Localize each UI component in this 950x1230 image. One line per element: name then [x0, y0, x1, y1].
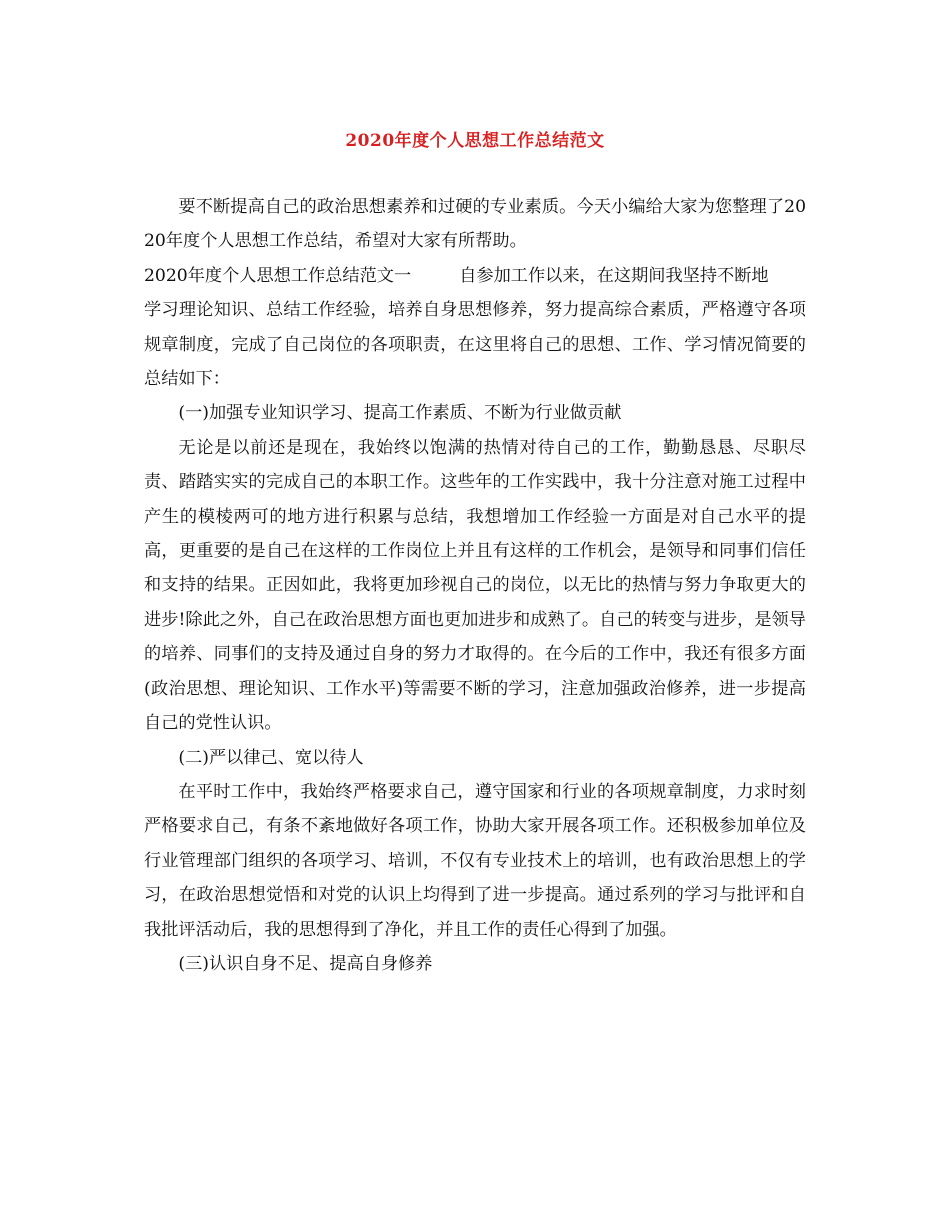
heading-1: (一)加强专业知识学习、提高工作素质、不断为行业做贡献 [178, 403, 622, 424]
section-opening-rest: 学习理论知识、总结工作经验，培养自身思想修养，努力提高综合素质，严格遵守各项规章制度，完成了自己岗位的各项职责，在这里将自己的思想、工作、学习情况简要的总结如下： [144, 300, 806, 390]
section-title-gap [411, 259, 459, 293]
paragraph-2: 在平时工作中，我始终严格要求自己，遵守国家和行业的各项规章制度，力求时刻严格要求自己，有条不紊地做好各项工作，协助大家开展各项工作。还积极参加单位及行业管理部门组织的各项学习、培训，不仅有专业技术上的培训，也有政治思想上的学习，在政治思想觉悟和对党的认识上均得到了进一步提高。通过系列的学习与批评和自我批评活动后，我的思想得到了净化，并且工作的责任心得到了加强。 [144, 781, 806, 940]
document-title: 2020年度个人思想工作总结范文 [345, 131, 605, 151]
section-title: 2020年度个人思想工作总结范文一 [144, 265, 412, 286]
heading-2: (二)严以律己、宽以待人 [178, 747, 364, 768]
section-heading-line [144, 259, 806, 293]
document-body [144, 190, 806, 981]
paragraph-1: 无论是以前还是现在，我始终以饱满的热情对待自己的工作，勤勤恳恳、尽职尽责、踏踏实实的完成自己的本职工作。这些年的工作实践中，我十分注意对施工过程中产生的模棱两可的地方进行积累与总结，我想增加工作经验一方面是对自己水平的提高，更重要的是自己在这样的工作岗位上并且有这样的工作机会，是领导和同事们信任和支持的结果。正因如此，我将更加珍视自己的岗位，以无比的热情与努力争取更大的进步!除此之外，自己在政治思想方面也更加进步和成熟了。自己的转变与进步，是领导的培养、同事们的支持及通过自身的努力才取得的。在今后的工作中，我还有很多方面(政治思想、理论知识、工作水平)等需要不断的学习，注意加强政治修养，进一步提高自己的党性认识。 [144, 437, 806, 734]
intro-paragraph: 要不断提高自己的政治思想素养和过硬的专业素质。今天小编给大家为您整理了2020年度个人思想工作总结，希望对大家有所帮助。 [144, 197, 806, 252]
section-opening-first: 自参加工作以来，在这期间我坚持不断地 [459, 265, 769, 286]
heading-3: (三)认识自身不足、提高自身修养 [178, 953, 433, 974]
